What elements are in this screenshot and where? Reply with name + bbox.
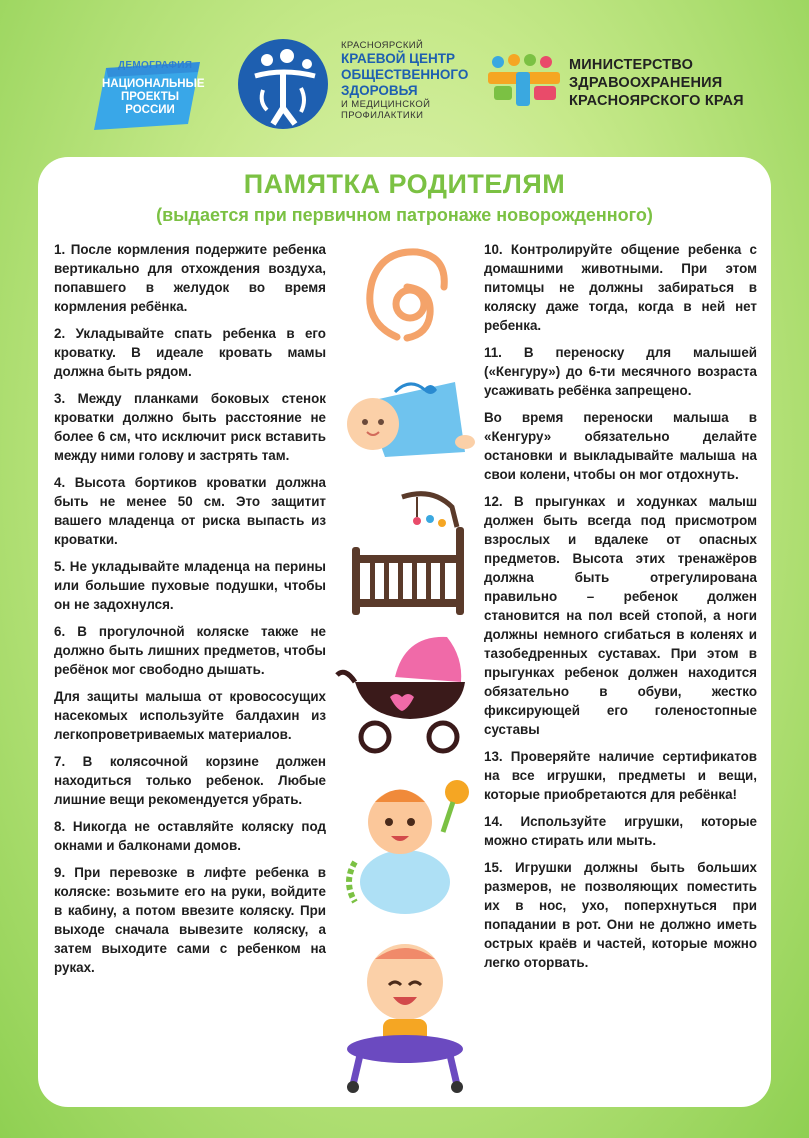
ministry-emblem-icon [486, 52, 566, 112]
header [0, 0, 809, 150]
health-center-top: КРАСНОЯРСКИЙ [341, 40, 424, 51]
memo-right-column [484, 240, 757, 980]
health-center-bottom1: И МЕДИЦИНСКОЙ [341, 99, 431, 110]
demography-name-line2: ПРОЕКТЫ [121, 91, 179, 103]
memo-item: 9. При перевозке в лифте ребенка в коляске: возьмите его на руки, войдите в кабину, а потом ввезите коляску. При выходе сначала вывезите коляску, а затем выходите сами с ребенком на руках. [54, 865, 326, 975]
memo-item: 4. Высота бортиков кроватки должна быть не менее 50 см. Это защитит вашего младенца от риска выпасть из кроватки. [54, 475, 326, 547]
crib-icon [342, 487, 472, 617]
memo-item: 2. Укладывайте спать ребенка в его кроватку. В идеале кровать мамы должна быть рядом. [54, 326, 326, 379]
memo-item: Во время переноски малыша в «Кенгуру» обязательно делайте остановки и выкладывайте малыша на свои колени, чтобы он мог отдохнуть. [484, 410, 757, 482]
swaddled-baby-icon [335, 362, 475, 472]
illustrations-column [330, 232, 480, 1102]
memo-title: ПАМЯТКА РОДИТЕЛЯМ [243, 169, 566, 199]
ministry-text [569, 56, 744, 110]
health-center-logo [237, 38, 482, 133]
baby-in-walker-icon [335, 937, 475, 1097]
ministry-line2: ЗДРАВООХРАНЕНИЯ [569, 75, 723, 91]
memo-item: 15. Игрушки должны быть больших размеров, не позволяющих поместить их в нос, ухо, поперхнуться при попадании в рот. Они не должно иметь острых краёв и частей, которые можно легко оторвать. [484, 860, 757, 970]
health-center-line1: КРАЕВОЙ ЦЕНТР [341, 51, 456, 66]
stroller-icon [335, 627, 475, 757]
health-center-emblem-icon [237, 38, 329, 130]
demography-logo [88, 42, 206, 134]
memo-item: 3. Между планками боковых стенок кроватки должно быть расстояние не более 6 см, что исключит риск вставить между ними голову и застрять там. [54, 391, 326, 463]
memo-item: 1. После кормления подержите ребенка вертикально для отхождения воздуха, попавшего в желудок во время кормления ребёнка. [54, 242, 326, 314]
memo-card [38, 157, 771, 1107]
memo-item: 10. Контролируйте общение ребенка с домашними животными. При этом питомцы не должны забираться в коляску даже тогда, когда в ней нет ребенка. [484, 242, 757, 333]
ministry-line1: МИНИСТЕРСТВО [569, 57, 694, 73]
memo-item: 13. Проверяйте наличие сертификатов на все игрушки, предметы и вещи, которые приобретаются для ребёнка! [484, 749, 757, 802]
demography-label: ДЕМОГРАФИЯ [118, 60, 193, 71]
memo-item: Для защиты малыша от кровососущих насекомых используйте балдахин из легкопроветриваемых материалов. [54, 689, 326, 742]
memo-item: 12. В прыгунках и ходунках малыш должен быть всегда под присмотром взрослых и вдалеке от опасных предметов. Высота этих тренажёров должна быть отрегулирована правильно – ребенок должен становится на пол всей стопой, а ноги должны немного сгибаться в коленях и тазобедренных суставах. При этом в прыгунках ребенок должен находится обязательно в обуви, жестко фиксирующей его голеностопные суставы [484, 494, 757, 737]
mother-baby-icon [352, 242, 462, 352]
memo-item: 8. Никогда не оставляйте коляску под окнами и балконами домов. [54, 819, 326, 853]
memo-subtitle: (выдается при первичном патронаже новорожденного) [156, 205, 653, 225]
memo-item: 7. В колясочной корзине должен находиться только ребенок. Любые лишние вещи рекомендуется убрать. [54, 754, 326, 807]
ministry-line3: КРАСНОЯРСКОГО КРАЯ [569, 93, 744, 109]
health-center-line3: ЗДОРОВЬЯ [341, 83, 418, 98]
health-center-line2: ОБЩЕСТВЕННОГО [341, 67, 469, 82]
memo-item: 5. Не укладывайте младенца на перины или большие пуховые подушки, чтобы он не задохнулся. [54, 559, 326, 612]
demography-name-line3: РОССИИ [125, 104, 175, 116]
health-center-text [341, 40, 491, 121]
baby-with-rattle-icon [335, 772, 475, 922]
health-center-bottom2: ПРОФИЛАКТИКИ [341, 110, 424, 121]
memo-item: 6. В прогулочной коляске также не должно быть лишних предметов, чтобы ребёнок мог свободно дышать. [54, 624, 326, 677]
demography-name-line1: НАЦИОНАЛЬНЫЕ [102, 78, 205, 90]
ministry-logo [486, 52, 786, 122]
memo-left-column [54, 240, 326, 985]
memo-item: 14. Используйте игрушки, которые можно стирать или мыть. [484, 814, 757, 848]
memo-item: 11. В переноску для малышей («Кенгуру») до 6-ти месячного возраста усаживать ребёнка запрещено. [484, 345, 757, 398]
demography-name [102, 78, 205, 117]
